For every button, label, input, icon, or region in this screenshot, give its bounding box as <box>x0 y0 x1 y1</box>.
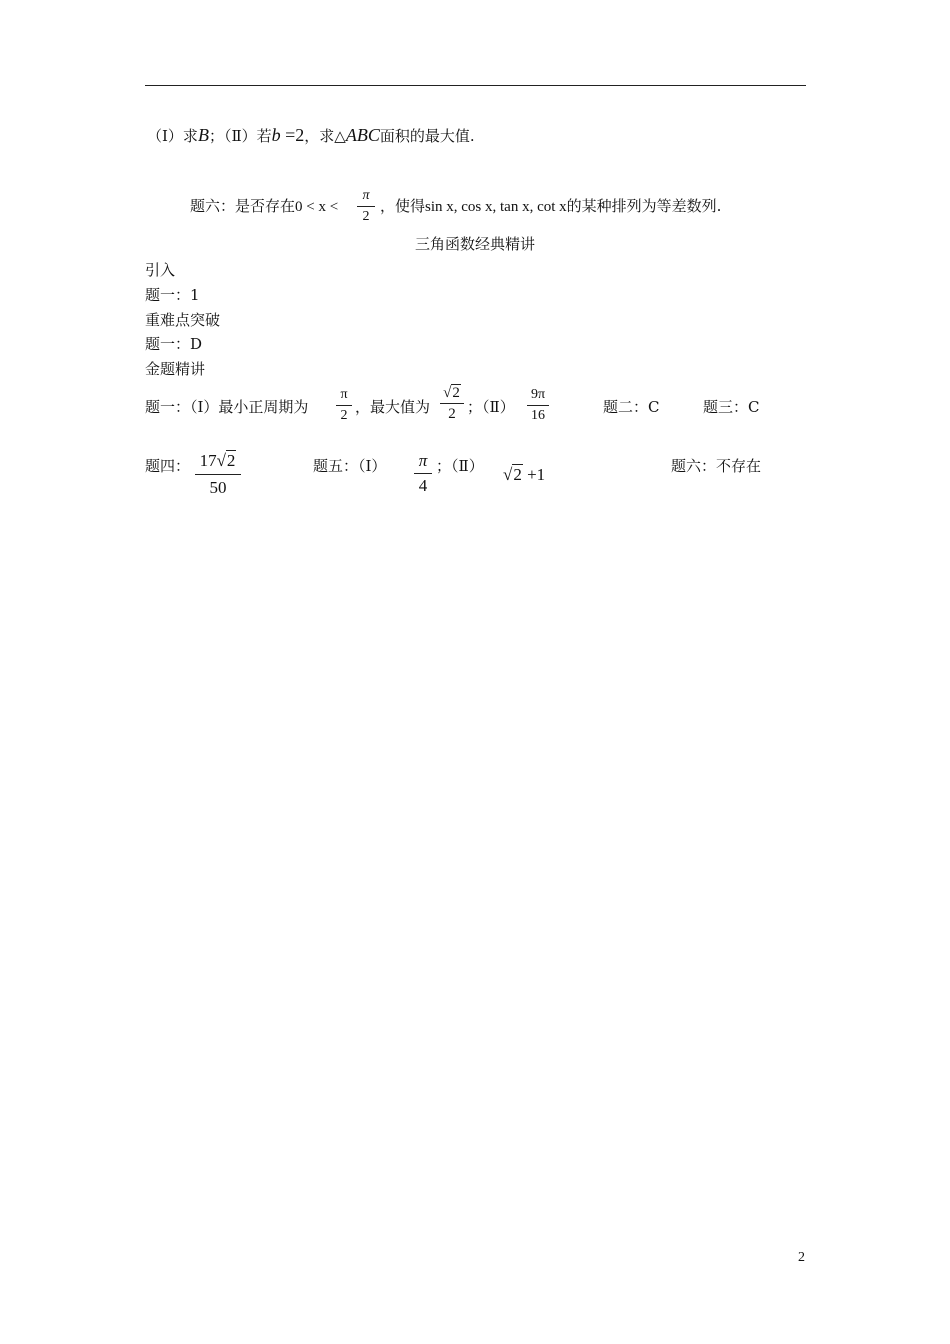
var-B: B <box>197 125 209 145</box>
answer-q3: 题三：C <box>703 398 760 416</box>
frac-part2-den: 16 <box>531 408 545 423</box>
question-6-tail <box>380 196 721 217</box>
q6-text-2: ，使得 <box>380 197 426 215</box>
sqrt-symbol: √2 <box>216 451 236 470</box>
q6-text-3: 的某种排列为等差数列. <box>566 197 722 215</box>
text-3: ，求△ <box>304 127 346 145</box>
answer-1-text: 题一：（Ⅰ）最小正周期为 <box>145 398 309 416</box>
answer-1-frac-max <box>440 384 464 423</box>
answer-q5-part2: ；（Ⅱ） <box>436 457 484 475</box>
q4-frac-den: 50 <box>209 478 227 497</box>
section-title: 三角函数经典精讲 <box>414 235 535 253</box>
frac-part2-bar <box>527 405 549 406</box>
frac-max-bar <box>440 403 464 404</box>
q6-frac-den: 2 <box>362 209 370 224</box>
q6-fraction <box>357 187 375 226</box>
q5-frac-bar <box>414 473 432 474</box>
frac-max-den: 2 <box>448 406 456 422</box>
q6-frac-bar <box>357 206 375 207</box>
q4-num-radicand: 2 <box>226 451 236 470</box>
answer-q5-frac <box>414 452 432 495</box>
answer-1-frac-part2 <box>527 386 549 425</box>
var-ABC: ABC <box>345 125 380 145</box>
q6-text-1: 题六：是否存在 <box>190 197 296 215</box>
frac-period-num: π <box>340 387 348 402</box>
answer-q6: 题六：不存在 <box>671 457 762 475</box>
frac-max-num <box>440 384 464 402</box>
header-rule <box>145 85 806 86</box>
answer-q5-label: 题五：（Ⅰ） <box>313 457 387 475</box>
q6-funcs: sin x, cos x, tan x, cot x <box>425 199 567 215</box>
q5-frac-den: 4 <box>418 476 428 495</box>
q5-frac-num: π <box>418 451 428 470</box>
text-4: 面积的最大值. <box>379 127 475 145</box>
sqrt-radicand: 2 <box>452 385 460 401</box>
key-label: 重难点突破 <box>145 311 221 329</box>
answer-q2: 题二：C <box>603 398 660 416</box>
q4-num-coef: 17 <box>199 451 217 470</box>
key-answer: 题一：D <box>145 335 203 353</box>
answer-1-part2-text: ；（Ⅱ） <box>467 398 515 416</box>
question-6 <box>190 196 338 217</box>
q5-radicand: 2 <box>513 465 522 484</box>
intro-label: 引入 <box>145 261 176 279</box>
var-b: b <box>271 125 281 145</box>
gold-label: 金题精讲 <box>145 360 206 378</box>
question-line-1 <box>147 125 475 146</box>
answer-1-max-text: ，最大值为 <box>355 398 431 416</box>
answer-1-frac-period <box>336 386 352 425</box>
text-2: ；（Ⅱ）若 <box>208 127 272 145</box>
frac-period-den: 2 <box>340 408 348 423</box>
frac-period-bar <box>336 405 352 406</box>
sqrt-symbol: √2 <box>503 465 522 484</box>
answer-q4-frac <box>195 452 241 497</box>
q5-plus-one: +1 <box>522 465 546 484</box>
frac-part2-num: 9π <box>530 387 546 402</box>
sqrt-symbol: √2 <box>443 385 460 401</box>
q6-frac-num: π <box>362 188 370 203</box>
page-number: 2 <box>798 1250 805 1265</box>
answer-q4-label: 题四： <box>145 457 191 475</box>
q4-frac-bar <box>195 474 241 475</box>
answer-q5-value <box>503 465 545 485</box>
intro-answer: 题一：1 <box>145 286 200 304</box>
q4-frac-num <box>195 452 241 470</box>
q6-condition: 0 < x < <box>295 199 339 215</box>
text-1: （Ⅰ）求 <box>147 127 198 145</box>
eq-2: =2 <box>280 125 305 145</box>
